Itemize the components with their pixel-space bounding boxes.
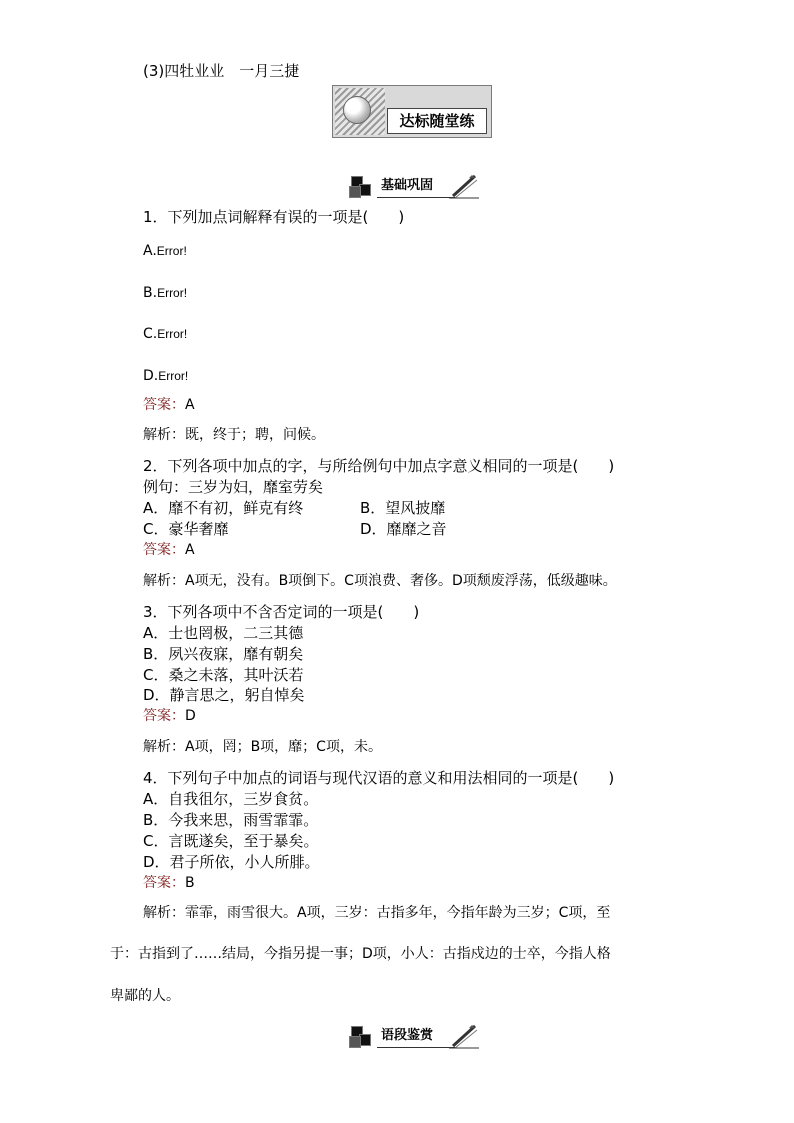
cubes-icon [347,1026,381,1048]
q1-option-d [143,365,188,386]
q4-option-c: C．言既遂矣，至于暴矣。 [143,832,319,850]
banner-title: 达标随堂练 [387,108,487,134]
option-letter: A. [143,243,157,259]
answer-value: A [185,542,195,558]
q1-option-c [143,323,187,344]
q4-option-b: B．今我来思，雨雪霏霏。 [143,811,319,829]
analysis-label: 解析： [143,573,185,589]
q3-answer [143,706,196,726]
q2-analysis [143,571,617,591]
q2-option-a: A．靡不有初，鲜克有终 [143,499,304,517]
answer-value: B [185,875,195,891]
option-letter: C. [143,326,158,342]
section-banner [332,85,492,138]
analysis-label: 解析： [143,905,185,921]
answer-value: A [185,397,195,413]
pen-icon [449,172,479,200]
answer-value: D [185,708,196,724]
banner-graphic-icon [335,88,385,135]
question-3-stem: 3．下列各项中不含否定词的一项是( ) [143,603,420,621]
option-text: Error! [158,369,189,383]
q3-option-a: A．士也罔极，二三其德 [143,624,304,642]
option-text: Error! [156,244,187,258]
answer-label: 答案： [143,708,185,724]
q4-option-a: A．自我徂尔，三岁食贫。 [143,790,319,808]
q1-analysis [143,425,325,445]
option-letter: B. [143,285,158,301]
analysis-text: 既，终于；聘，问候。 [185,427,325,443]
question-1-stem: 1．下列加点词解释有误的一项是( ) [143,208,405,226]
cubes-icon [347,176,381,198]
q4-option-d: D．君子所依，小人所腓。 [143,853,320,871]
section-title: 基础巩固 [381,178,434,193]
pen-icon [449,1022,479,1050]
q3-option-d: D．静言思之，躬自悼矣 [143,686,305,704]
question-2-stem: 2．下列各项中加点的字，与所给例句中加点字意义相同的一项是( ) [143,457,615,475]
option-text: Error! [157,327,188,341]
q1-option-a [143,240,187,261]
option-text: Error! [157,286,188,300]
analysis-text: A项无，没有。B项倒下。C项浪费、奢侈。D项颓废浮荡，低级趣味。 [185,573,617,589]
answer-label: 答案： [143,542,185,558]
q2-answer [143,540,195,560]
q4-analysis-line-2: 于：古指到了……结局，今指另提一事；D项，小人：古指戍边的士卒，今指人格 [110,946,611,962]
intro-line: (3)四牡业业 一月三捷 [143,62,300,80]
q3-option-b: B．夙兴夜寐，靡有朝矣 [143,645,304,663]
q3-option-c: C．桑之未落，其叶沃若 [143,666,304,684]
section-header-basic [347,172,479,200]
q4-analysis-line-1 [143,903,610,923]
q4-analysis-line-3: 卑鄙的人。 [110,988,180,1004]
q2-option-b: B．望风披靡 [360,499,446,517]
analysis-label: 解析： [143,739,185,755]
q2-option-d: D．靡靡之音 [360,520,447,538]
q1-answer [143,395,195,415]
analysis-text: A项，罔；B项，靡；C项，未。 [185,739,382,755]
answer-label: 答案： [143,875,185,891]
answer-label: 答案： [143,397,185,413]
q2-example: 例句：三岁为妇，靡室劳矣 [143,478,324,496]
analysis-label: 解析： [143,427,185,443]
analysis-text: 霏霏，雨雪很大。A项，三岁：古指多年，今指年龄为三岁；C项，至 [185,905,611,921]
question-4-stem: 4．下列句子中加点的词语与现代汉语的意义和用法相同的一项是( ) [143,769,615,787]
q4-answer [143,873,195,893]
q2-option-c: C．豪华奢靡 [143,520,229,538]
section-header-passage [347,1022,479,1050]
option-letter: D. [143,368,159,384]
section-title: 语段鉴赏 [381,1028,434,1043]
q1-option-b [143,282,187,303]
q3-analysis [143,737,382,757]
